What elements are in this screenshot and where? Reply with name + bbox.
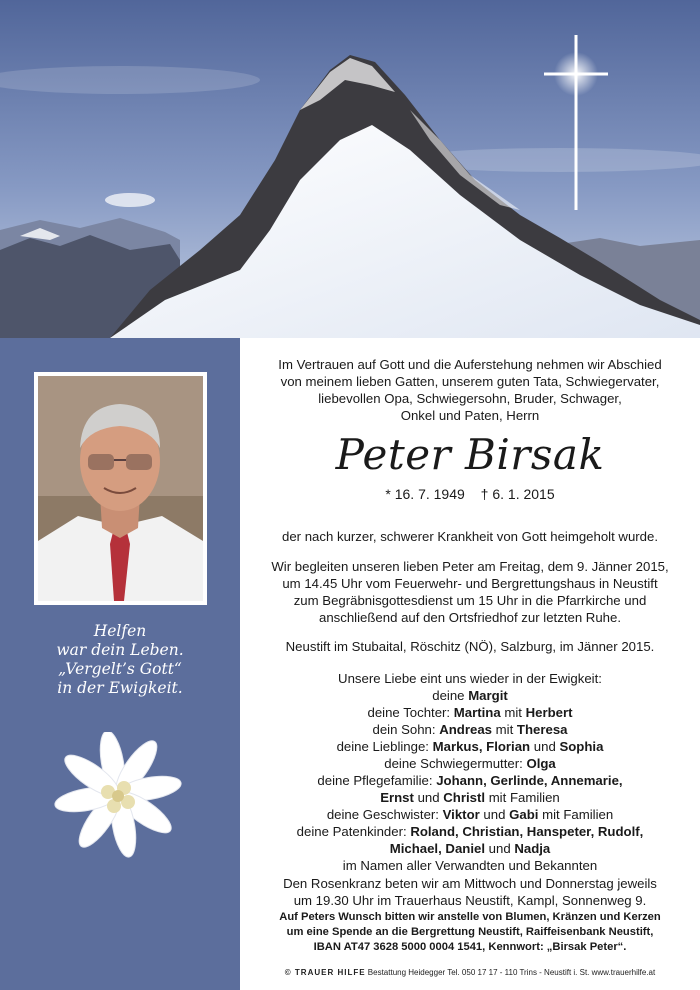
intro-line: von meinem lieben Gatten, unserem guten Tata, Schwiegervater, bbox=[280, 374, 660, 389]
intro-text bbox=[240, 356, 700, 424]
life-dates bbox=[240, 485, 700, 503]
funeral-details bbox=[240, 558, 700, 626]
footer-details: Bestattung Heidegger Tel. 050 17 17 - 110 Trins - Neustift i. St. www.trauerhilfe.at bbox=[367, 968, 656, 977]
funeral-line: um 14.45 Uhr vom Feuerwehr- und Bergrettungshaus in Neustift bbox=[282, 576, 658, 591]
donation-request bbox=[240, 910, 700, 955]
edelweiss-icon bbox=[28, 732, 208, 887]
memorial-quote bbox=[0, 622, 240, 698]
place-date-line: Neustift im Stubaital, Röschitz (NÖ), Salzburg, im Jänner 2015. bbox=[285, 639, 655, 654]
family-line-wife: deine Margit bbox=[432, 688, 508, 703]
death-date: † 6. 1. 2015 bbox=[480, 486, 555, 502]
deceased-name: Peter Birsak bbox=[335, 430, 605, 479]
birth-date: * 16. 7. 1949 bbox=[385, 486, 465, 502]
request-line: IBAN AT47 3628 5000 0004 1541, Kennwort: „Birsak Peter“. bbox=[313, 941, 627, 953]
notice-content bbox=[240, 338, 700, 990]
death-line: der nach kurzer, schwerer Krankheit von Gott heimgeholt wurde. bbox=[281, 529, 659, 544]
mountain-header-image bbox=[0, 0, 700, 338]
family-line-mother-in-law: deine Schwiegermutter: Olga bbox=[384, 756, 556, 771]
request-line: um eine Spende an die Bergrettung Neustift, Raiffeisenbank Neustift, bbox=[286, 926, 654, 938]
death-text bbox=[240, 528, 700, 545]
funeral-line: zum Begräbnisgottesdienst um 15 Uhr in die Pfarrkirche und bbox=[293, 593, 647, 608]
footer bbox=[240, 968, 700, 978]
family-line-son: dein Sohn: Andreas mit Theresa bbox=[372, 722, 568, 737]
rosary-line: Den Rosenkranz beten wir am Mittwoch und Donnerstag jeweils bbox=[283, 876, 657, 891]
rosary-details bbox=[240, 875, 700, 909]
family-closing: im Namen aller Verwandten und Bekannten bbox=[342, 858, 598, 873]
sidebar bbox=[0, 338, 240, 990]
family-line-godchildren-2: Michael, Daniel und Nadja bbox=[389, 841, 551, 856]
footer-brand: © TRAUER HILFE bbox=[284, 968, 366, 977]
family-line-foster-2: Ernst und Christl mit Familien bbox=[380, 790, 560, 805]
rosary-line: um 19.30 Uhr im Trauerhaus Neustift, Kampl, Sonnenweg 9. bbox=[293, 893, 647, 908]
funeral-line: Wir begleiten unseren lieben Peter am Freitag, dem 9. Jänner 2015, bbox=[271, 559, 669, 574]
place-date bbox=[240, 638, 700, 655]
family-line-godchildren-1: deine Patenkinder: Roland, Christian, Hanspeter, Rudolf, bbox=[296, 824, 644, 839]
quote-line: in der Ewigkeit. bbox=[57, 679, 183, 697]
family-line-daughter: deine Tochter: Martina mit Herbert bbox=[367, 705, 573, 720]
family-line-siblings: deine Geschwister: Viktor und Gabi mit Familien bbox=[326, 807, 614, 822]
family-line-foster-1: deine Pflegefamilie: Johann, Gerlinde, Annemarie, bbox=[317, 773, 623, 788]
family-list bbox=[240, 670, 700, 874]
funeral-line: anschließend auf den Ortsfriedhof zur letzten Ruhe. bbox=[318, 610, 622, 625]
portrait-photo bbox=[34, 372, 207, 605]
quote-line: war dein Leben. bbox=[56, 641, 184, 659]
quote-line: Helfen bbox=[93, 622, 147, 640]
intro-line: liebevollen Opa, Schwiegersohn, Bruder, Schwager, bbox=[318, 391, 622, 406]
quote-line: „Vergelt’s Gott“ bbox=[58, 660, 182, 678]
intro-line: Im Vertrauen auf Gott und die Auferstehung nehmen wir Abschied bbox=[278, 357, 662, 372]
family-line-grandchildren: deine Lieblinge: Markus, Florian und Sophia bbox=[336, 739, 604, 754]
family-header: Unsere Liebe eint uns wieder in der Ewigkeit: bbox=[338, 671, 602, 686]
intro-line: Onkel und Paten, Herrn bbox=[400, 408, 540, 423]
request-line: Auf Peters Wunsch bitten wir anstelle von Blumen, Kränzen und Kerzen bbox=[279, 911, 661, 923]
